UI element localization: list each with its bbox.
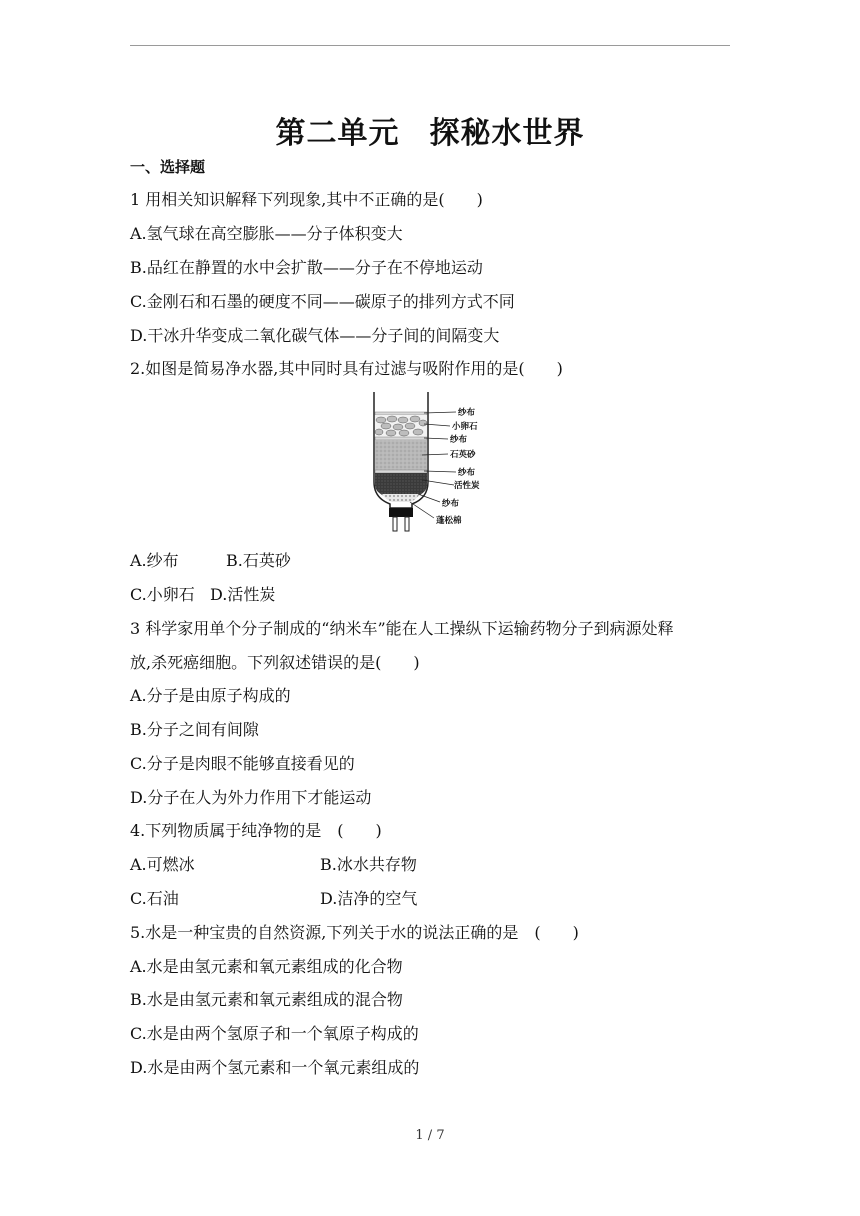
q3-option-a: A.分子是由原子构成的 [130, 686, 291, 705]
q5-option-a: A.水是由氢元素和氧元素组成的化合物 [130, 957, 403, 976]
q2-option-d: D.活性炭 [210, 585, 276, 604]
label-activated-carbon: 活性炭 [454, 481, 480, 491]
label-quartz-sand: 石英砂 [450, 450, 476, 460]
q3-stem-line1: 3 科学家用单个分子制成的“纳米车”能在人工操纵下运输药物分子到病源处释 [130, 619, 674, 638]
q2-option-c: C.小卵石 [130, 585, 195, 604]
q1-stem: 1 用相关知识解释下列现象,其中不正确的是( ) [130, 190, 483, 209]
q2-row-1 [130, 551, 291, 571]
q4-stem: 4.下列物质属于纯净物的是 ( ) [130, 821, 382, 840]
q2-option-b: B.石英砂 [226, 551, 291, 570]
q3-option-d: D.分子在人为外力作用下才能运动 [130, 788, 372, 807]
q2-stem: 2.如图是简易净水器,其中同时具有过滤与吸附作用的是( ) [130, 359, 563, 378]
header-rule [130, 45, 730, 46]
q1-option-a: A.氢气球在高空膨胀——分子体积变大 [130, 224, 403, 243]
q3-option-c: C.分子是肉眼不能够直接看见的 [130, 754, 355, 773]
q1-option-c: C.金刚石和石墨的硬度不同——碳原子的排列方式不同 [130, 292, 515, 311]
q2-option-a: A.纱布 [130, 551, 179, 570]
q5-option-d: D.水是由两个氢元素和一个氧元素组成的 [130, 1058, 420, 1077]
label-cotton: 蓬松棉 [436, 516, 462, 526]
page-title [0, 108, 860, 152]
q3-option-b: B.分子之间有间隙 [130, 720, 259, 739]
label-gauze-2: 纱布 [450, 435, 468, 445]
q3-stem-line2: 放,杀死癌细胞。下列叙述错误的是( ) [130, 653, 420, 672]
label-gauze-1: 纱布 [458, 408, 476, 418]
q5-option-c: C.水是由两个氢原子和一个氧原子构成的 [130, 1024, 419, 1043]
q4-option-b: B.冰水共存物 [320, 855, 417, 874]
water-filter-diagram [360, 390, 510, 540]
q4-option-a: A.可燃冰 [130, 855, 195, 874]
q4-option-c: C.石油 [130, 889, 179, 908]
label-pebbles: 小卵石 [452, 422, 478, 432]
q4-row-1 [130, 855, 417, 875]
title-unit: 第二单元 [275, 116, 400, 151]
q5-option-b: B.水是由氢元素和氧元素组成的混合物 [130, 990, 403, 1009]
q1-option-b: B.品红在静置的水中会扩散——分子在不停地运动 [130, 258, 483, 277]
q4-option-d: D.洁净的空气 [320, 889, 418, 908]
label-gauze-3: 纱布 [458, 468, 476, 478]
title-topic: 探秘水世界 [429, 116, 585, 151]
label-gauze-4: 纱布 [442, 499, 460, 509]
page-number: 1 / 7 [415, 1128, 445, 1143]
q5-stem: 5.水是一种宝贵的自然资源,下列关于水的说法正确的是 ( ) [130, 923, 579, 942]
section-heading: 一、选择题 [130, 158, 206, 176]
q1-option-d: D.干冰升华变成二氧化碳气体——分子间的间隔变大 [130, 326, 500, 345]
q2-row-2 [130, 585, 276, 605]
q4-row-2 [130, 889, 418, 909]
